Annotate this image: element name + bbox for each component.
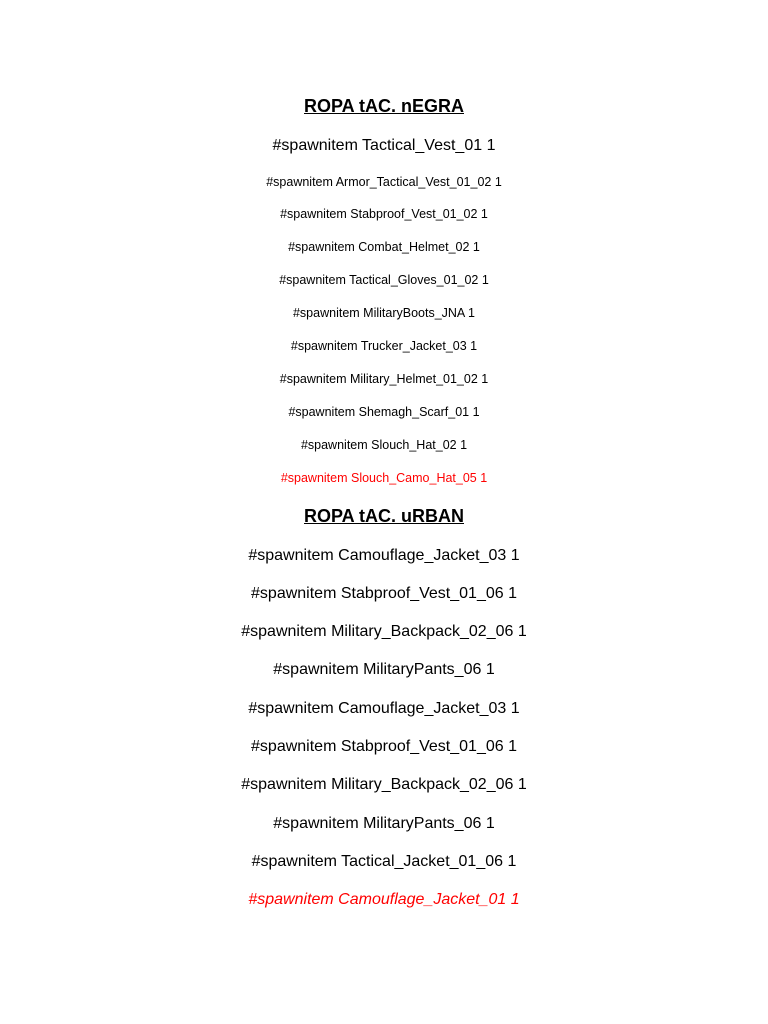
spawn-line: #spawnitem Shemagh_Scarf_01 1	[288, 405, 480, 419]
spawn-line: #spawnitem MilitaryPants_06 1	[273, 815, 495, 832]
spawn-line-highlighted: #spawnitem Slouch_Camo_Hat_05 1	[280, 471, 488, 485]
spawn-line: #spawnitem Military_Backpack_02_06 1	[241, 623, 527, 640]
section-heading-negra: ROPA tAC. nEGRA	[304, 96, 464, 116]
spawn-line-highlighted: #spawnitem Camouflage_Jacket_01 1	[248, 891, 520, 908]
spawn-line: #spawnitem MilitaryPants_06 1	[273, 661, 495, 678]
spawn-line: #spawnitem Stabproof_Vest_01_06 1	[251, 585, 517, 602]
spawn-line: #spawnitem Military_Backpack_02_06 1	[241, 776, 527, 793]
section-heading-urban: ROPA tAC. uRBAN	[304, 506, 464, 526]
spawn-line: #spawnitem Slouch_Hat_02 1	[300, 438, 468, 452]
spawn-line: #spawnitem Tactical_Jacket_01_06 1	[251, 853, 517, 870]
spawn-line: #spawnitem Camouflage_Jacket_03 1	[248, 547, 520, 564]
spawn-line: #spawnitem Armor_Tactical_Vest_01_02 1	[266, 175, 502, 189]
spawn-line: #spawnitem Tactical_Vest_01 1	[272, 137, 496, 154]
spawn-line: #spawnitem Camouflage_Jacket_03 1	[248, 700, 520, 717]
spawn-line: #spawnitem Trucker_Jacket_03 1	[290, 339, 478, 353]
spawn-line: #spawnitem Military_Helmet_01_02 1	[279, 372, 489, 386]
spawn-line: #spawnitem Combat_Helmet_02 1	[288, 240, 480, 254]
spawn-line: #spawnitem MilitaryBoots_JNA 1	[292, 306, 476, 320]
spawn-line: #spawnitem Stabproof_Vest_01_06 1	[251, 738, 517, 755]
spawn-line: #spawnitem Tactical_Gloves_01_02 1	[279, 273, 489, 287]
spawn-line: #spawnitem Stabproof_Vest_01_02 1	[280, 207, 488, 221]
